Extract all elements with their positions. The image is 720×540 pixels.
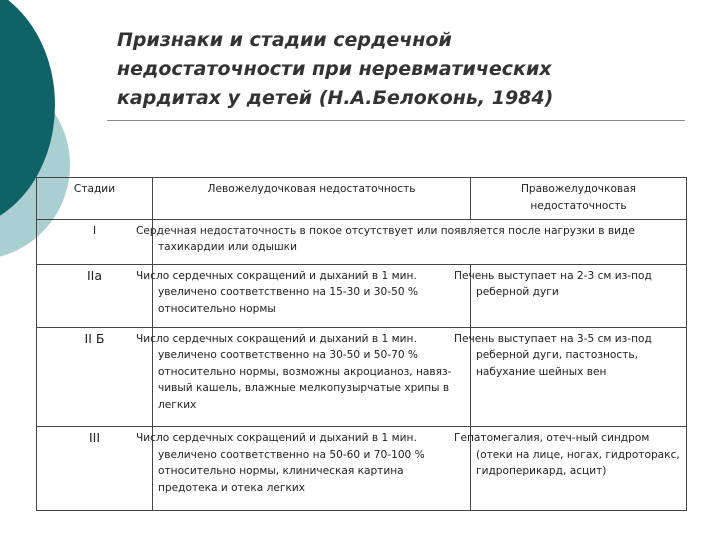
header-right-ventricular: Правожелудочковая недостаточность — [471, 178, 687, 220]
stage-cell: I — [37, 219, 153, 264]
slide-title — [117, 26, 697, 113]
heart-failure-stages-table — [36, 177, 687, 511]
title-line-3: кардитах у детей (Н.А.Белоконь, 1984) — [117, 87, 554, 109]
right-ventricular-cell: Гепатомегалия, отеч-ный синдром (отеки на лице, ногах, гидроторакс, гидроперикард, асцит) — [471, 427, 687, 511]
title-line-2: недостаточности при неревматических — [117, 58, 552, 80]
table-row — [37, 219, 687, 264]
stage-cell: III — [37, 427, 153, 511]
combined-cell: Сердечная недостаточность в покое отсутствует или появляется после нагрузки в виде тахикардии или одышки — [153, 219, 687, 264]
left-ventricular-cell: Число сердечных сокращений и дыханий в 1 мин. увеличено соответственно на 30-50 и 50-70 % относительно нормы, возможны акроцианоз, навяз-чивый кашель, влажные мелкопузырчатые хрипы в легких — [153, 327, 471, 427]
title-line-1: Признаки и стадии сердечной — [117, 29, 452, 51]
right-ventricular-cell: Печень выступает на 2-3 см из-под реберной дуги — [471, 264, 687, 327]
table-row — [37, 264, 687, 327]
table-row — [37, 427, 687, 511]
table-header-row — [37, 178, 687, 220]
stage-cell: II Б — [37, 327, 153, 427]
header-left-ventricular: Левожелудочковая недостаточность — [153, 178, 471, 220]
table-row — [37, 327, 687, 427]
stage-cell: IIa — [37, 264, 153, 327]
right-ventricular-cell: Печень выступает на 3-5 см из-под реберной дуги, пастозность, набухание шейных вен — [471, 327, 687, 427]
title-divider — [107, 120, 685, 121]
left-ventricular-cell: Число сердечных сокращений и дыханий в 1 мин. увеличено соответственно на 50-60 и 70-100 % относительно нормы, клиническая картина предотека и отека легких — [153, 427, 471, 511]
left-ventricular-cell: Число сердечных сокращений и дыханий в 1 мин. увеличено соответственно на 15-30 и 30-50 % относительно нормы — [153, 264, 471, 327]
header-stage: Стадии — [37, 178, 153, 220]
